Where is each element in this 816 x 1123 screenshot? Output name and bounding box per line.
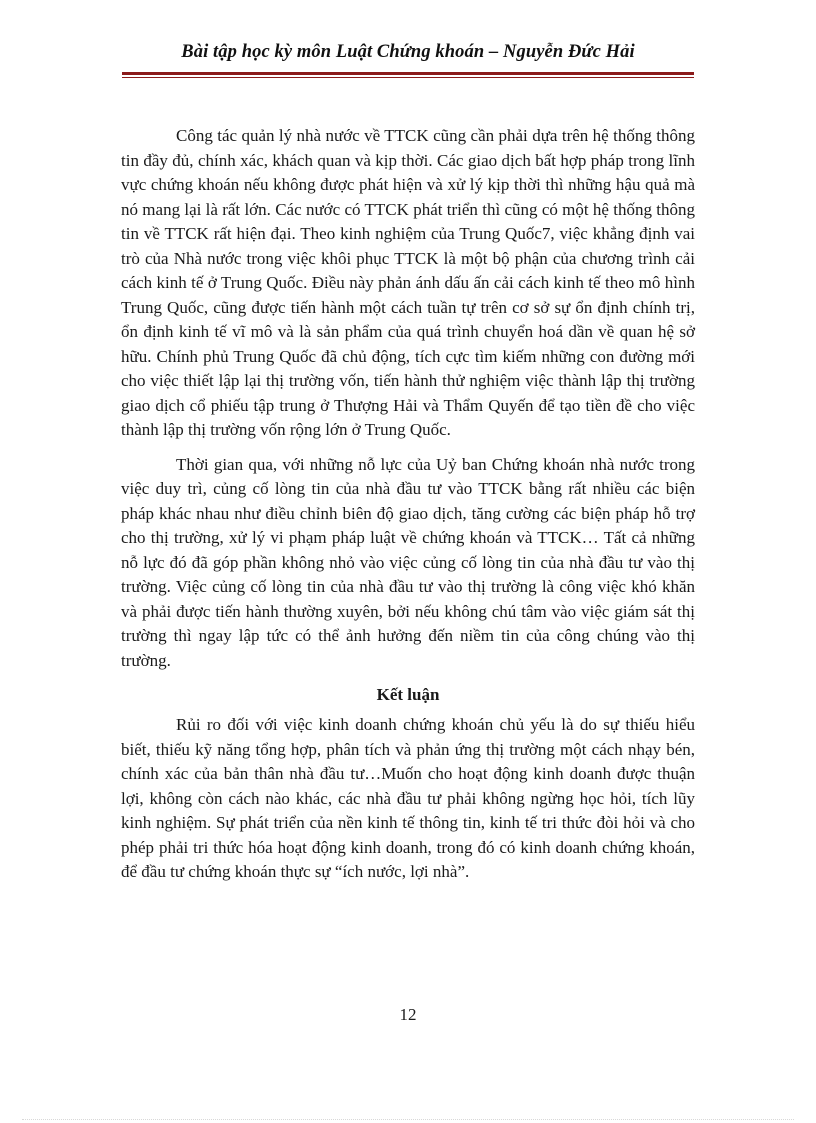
paragraph-state-management: Công tác quản lý nhà nước về TTCK cũng cần phải dựa trên hệ thống thông tin đầy đủ, chính xác, khách quan và kịp thời. Các giao dịch bất hợp pháp trong lĩnh vực chứng khoán nếu không được phát hiện và xử lý kịp thời thì những hậu quả mà nó mang lại là rất lớn. Các nước có TTCK phát triển thì cũng có một hệ thống thông tin về TTCK rất hiện đại. Theo kinh nghiệm của Trung Quốc7, việc khẳng định vai trò của Nhà nước trong việc khôi phục TTCK là một bộ phận của chương trình cải cách kinh tế ở Trung Quốc. Điều này phản ánh dấu ấn cải cách kinh tế theo mô hình Trung Quốc, cũng được tiến hành một cách tuần tự trên cơ sở sự ổn định chính trị, ổn định kinh tế vĩ mô và là sản phẩm của quá trình chuyển hoá dần về quan hệ sở hữu. Chính phủ Trung Quốc đã chủ động, tích cực tìm kiếm những con đường mới cho việc thiết lập lại thị trường vốn, tiến hành thử nghiệm việc thành lập thị trường giao dịch cổ phiếu tập trung ở Thượng Hải và Thẩm Quyến để tạo tiền đề cho việc thành lập thị trường vốn rộng lớn ở Trung Quốc. xyxy=(121,126,695,439)
page-bottom-border xyxy=(22,1119,794,1120)
paragraph-conclusion: Rủi ro đối với việc kinh doanh chứng khoán chủ yếu là do sự thiếu hiểu biết, thiếu kỹ năng tổng hợp, phân tích và phản ứng thị trường một cách nhạy bén, chính xác của bản thân nhà đầu tư…Muốn cho hoạt động kinh doanh được thuận lợi, không còn cách nào khác, các nhà đầu tư phải không ngừng học hỏi, tích lũy kinh nghiệm. Sự phát triển của nền kinh tế thông tin, kinh tế tri thức đòi hỏi và cho phép phải tri thức hóa hoạt động kinh doanh, trong đó có kinh doanh chứng khoán, để đầu tư chứng khoán thực sự “ích nước, lợi nhà”. xyxy=(121,715,695,881)
document-body xyxy=(121,124,695,895)
page-number: 12 xyxy=(399,1005,417,1024)
header-rule-thick xyxy=(122,72,694,75)
page-header-title: Bài tập học kỳ môn Luật Chứng khoán – Nguyễn Đức Hải xyxy=(181,42,635,62)
header-rule-thin xyxy=(122,77,694,78)
paragraph-investor-confidence: Thời gian qua, với những nỗ lực của Uỷ ban Chứng khoán nhà nước trong việc duy trì, củng cố lòng tin của nhà đầu tư vào TTCK bằng rất nhiều các biện pháp khác nhau như điều chỉnh biên độ giao dịch, tăng cường các biện pháp hỗ trợ cho thị trường, xử lý vi phạm pháp luật về chứng khoán và TTCK… Tất cả những nỗ lực đó đã góp phần không nhỏ vào việc củng cố lòng tin của nhà đầu tư vào thị trường. Việc củng cố lòng tin của nhà đầu tư vào thị trường là công việc khó khăn và phải được tiến hành thường xuyên, bởi nếu không chú tâm vào việc giám sát thị trường thì ngay lập tức có thể ảnh hưởng đến niềm tin của công chúng vào thị trường. xyxy=(121,454,695,670)
conclusion-heading: Kết luận xyxy=(376,685,440,704)
